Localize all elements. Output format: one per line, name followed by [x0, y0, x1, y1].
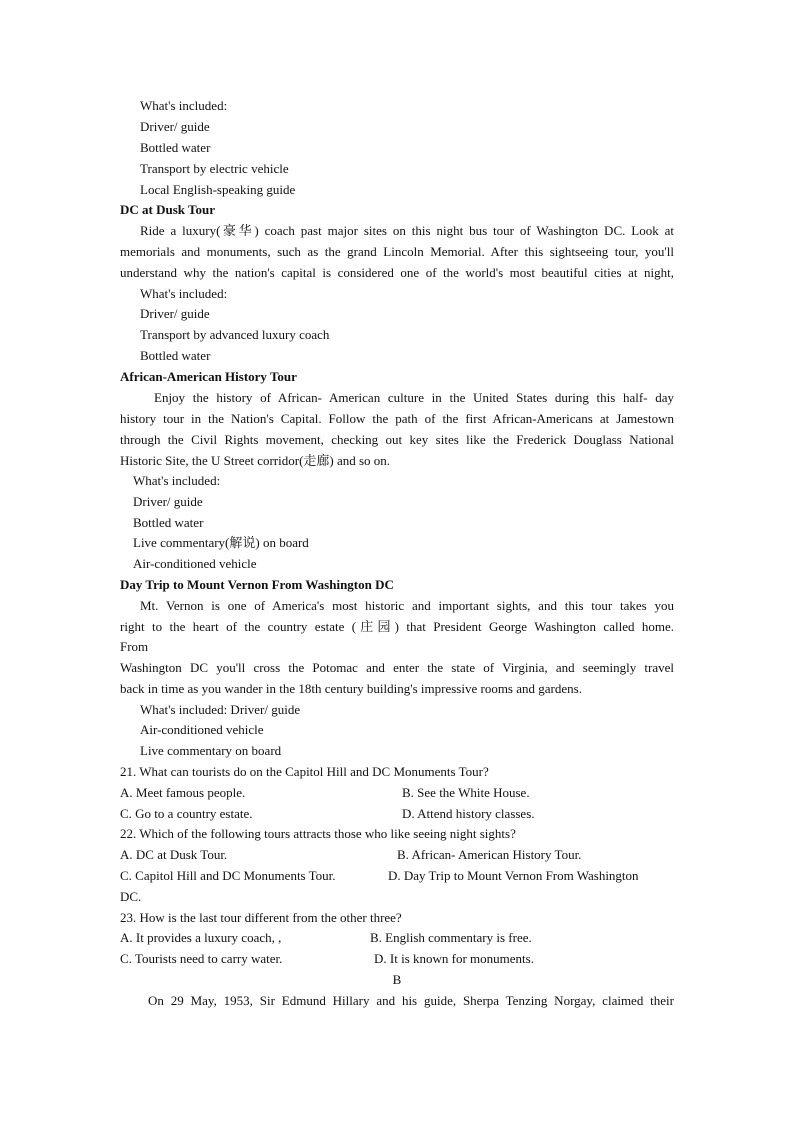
african-included-item: Bottled water: [133, 515, 204, 530]
african-text-line: through the Civil Rights movement, checking out key sites like the Frederick Douglass National: [120, 432, 674, 447]
african-included-item: Driver/ guide: [133, 494, 203, 509]
option-d: D. Attend history classes.: [402, 806, 535, 821]
question-stem: 22. Which of the following tours attracts those who like seeing night sights?: [120, 826, 516, 841]
vernon-included-line: What's included: Driver/ guide: [140, 702, 301, 717]
dusk-text-line: understand why the nation's capital is considered one of the world's most beautiful cities at night,: [120, 265, 674, 280]
tour1-included-item: Bottled water: [140, 140, 211, 155]
dusk-included-item: Transport by advanced luxury coach: [140, 327, 330, 342]
african-included-item: Live commentary(解说) on board: [133, 535, 309, 550]
question-stem: 23. How is the last tour different from the other three?: [120, 910, 402, 925]
option-d-continued: DC.: [120, 889, 142, 904]
vernon-text-line: From: [120, 639, 149, 654]
option-b: B. See the White House.: [402, 785, 530, 800]
tour1-included-item: Transport by electric vehicle: [140, 161, 289, 176]
vernon-included-line: Air-conditioned vehicle: [140, 722, 264, 737]
option-a: A. Meet famous people.: [120, 785, 246, 800]
section-b-first-line: On 29 May, 1953, Sir Edmund Hillary and his guide, Sherpa Tenzing Norgay, claimed their: [148, 993, 674, 1008]
vernon-title: Day Trip to Mount Vernon From Washington DC: [120, 577, 394, 592]
option-a: A. It provides a luxury coach, ,: [120, 930, 282, 945]
option-c: C. Capitol Hill and DC Monuments Tour.: [120, 868, 336, 883]
dusk-title: DC at Dusk Tour: [120, 202, 216, 217]
option-d: D. Day Trip to Mount Vernon From Washington: [388, 868, 639, 883]
option-b: B. African- American History Tour.: [397, 847, 582, 862]
tour1-included-heading: What's included:: [140, 98, 228, 113]
african-text-line: history tour in the Nation's Capital. Follow the path of the first African-Americans at Jamestown: [120, 411, 674, 426]
dusk-included-item: Bottled water: [140, 348, 211, 363]
african-included-item: Air-conditioned vehicle: [133, 556, 257, 571]
option-c: C. Tourists need to carry water.: [120, 951, 283, 966]
african-text-line: Historic Site, the U Street corridor(走廊) and so on.: [120, 453, 391, 468]
option-a: A. DC at Dusk Tour.: [120, 847, 228, 862]
tour1-included-item: Local English-speaking guide: [140, 182, 296, 197]
vernon-text-line: Washington DC you'll cross the Potomac and enter the state of Virginia, and seemingly travel: [120, 660, 674, 675]
vernon-text-line: Mt. Vernon is one of America's most historic and important sights, and this tour takes you: [140, 598, 674, 613]
option-b: B. English commentary is free.: [370, 930, 532, 945]
vernon-text-line: back in time as you wander in the 18th century building's impressive rooms and gardens.: [120, 681, 582, 696]
dusk-included-item: Driver/ guide: [140, 306, 210, 321]
dusk-text-line: memorials and monuments, such as the grand Lincoln Memorial. After this sightseeing tour, you'll: [120, 244, 674, 259]
african-title: African-American History Tour: [120, 369, 297, 384]
section-label: B: [392, 972, 402, 987]
option-d: D. It is known for monuments.: [374, 951, 534, 966]
dusk-text-line: Ride a luxury(豪华) coach past major sites on this night bus tour of Washington DC. Look at: [140, 223, 674, 238]
african-included-heading: What's included:: [133, 473, 221, 488]
vernon-included-line: Live commentary on board: [140, 743, 282, 758]
vernon-text-line: right to the heart of the country estate (庄园) that President George Washington called home.: [120, 619, 674, 634]
option-c: C. Go to a country estate.: [120, 806, 253, 821]
dusk-included-heading: What's included:: [140, 286, 228, 301]
tour1-included-item: Driver/ guide: [140, 119, 210, 134]
african-text-line: Enjoy the history of African- American culture in the United States during this half- day: [154, 390, 674, 405]
question-stem: 21. What can tourists do on the Capitol Hill and DC Monuments Tour?: [120, 764, 489, 779]
